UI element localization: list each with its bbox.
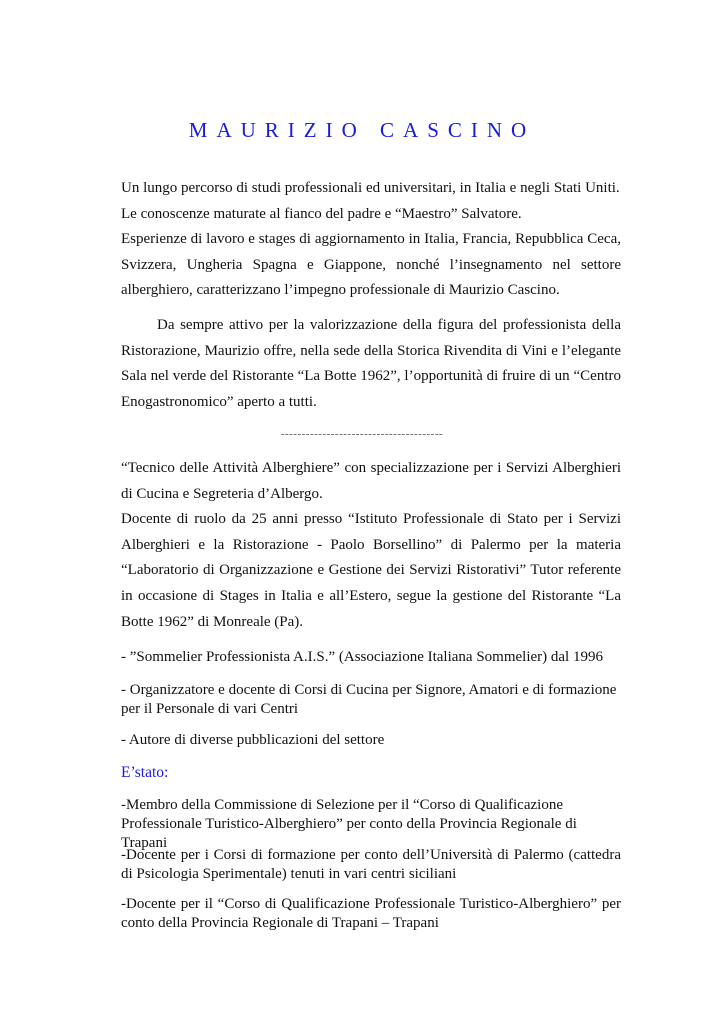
page-title: MAURIZIO CASCINO [188, 118, 536, 142]
list-item: -Docente per il “Corso di Qualificazione Professionale Turistico-Alberghiero” per conto della Provincia Regionale di Trapani – Trapani [121, 896, 621, 931]
list-item: - Organizzatore e docente di Corsi di Cucina per Signore, Amatori e di formazione per il Personale di vari Centri [121, 682, 617, 717]
intro-line-1: Un lungo percorso di studi professionali ed universitari, in Italia e negli Stati Uniti. [121, 180, 620, 196]
list-item: - ”Sommelier Professionista A.I.S.” (Associazione Italiana Sommelier) dal 1996 [121, 649, 603, 665]
qualification-line-1: “Tecnico delle Attività Alberghiere” con specializzazione per i Servizi Alberghieri di Cucina e Segreteria d’Albergo. [121, 460, 621, 502]
list-item: -Membro della Commissione di Selezione per il “Corso di Qualificazione Professionale Turistico-Alberghiero” per conto della Provincia Regionale di Trapani [121, 797, 577, 851]
qualification-line-2: Docente di ruolo da 25 anni presso “Istituto Professionale di Stato per i Servizi Alberghieri e la Ristorazione - Paolo Borsellino” di Palermo per la materia “Laboratorio di Organizzazione e Gestione dei Servizi Ristorativi” Tutor referente in occasione di Stages in Italia e all’Estero, segue la gestione del Ristorante “La Botte 1962” di Monreale (Pa). [121, 511, 621, 630]
section-heading-estato: E’stato: [121, 764, 169, 781]
intro-block [121, 176, 621, 304]
intro-line-3: Esperienze di lavoro e stages di aggiornamento in Italia, Francia, Repubblica Ceca, Svizzera, Ungheria Spagna e Giappone, nonché l’insegnamento nel settore alberghiero, caratterizzano l’impegno professionale di Maurizio Cascino. [121, 231, 621, 299]
paragraph-activity: Da sempre attivo per la valorizzazione della figura del professionista della Ristorazione, Maurizio offre, nella sede della Storica Rivendita di Vini e l’elegante Sala nel verde del Ristorante “La Botte 1962”, l’opportunità di fruire di un “Centro Enogastronomico” aperto a tutti. [121, 317, 621, 410]
paragraph-qualifications [121, 456, 621, 635]
list-item: - Autore di diverse pubblicazioni del settore [121, 732, 385, 748]
list-item: -Docente per i Corsi di formazione per conto dell’Università di Palermo (cattedra di Psicologia Sperimentale) tenuti in vari centri siciliani [121, 847, 621, 882]
intro-line-2: Le conoscenze maturate al fianco del padre e “Maestro” Salvatore. [121, 205, 522, 222]
section-separator: --------------------------------------- [280, 428, 444, 440]
